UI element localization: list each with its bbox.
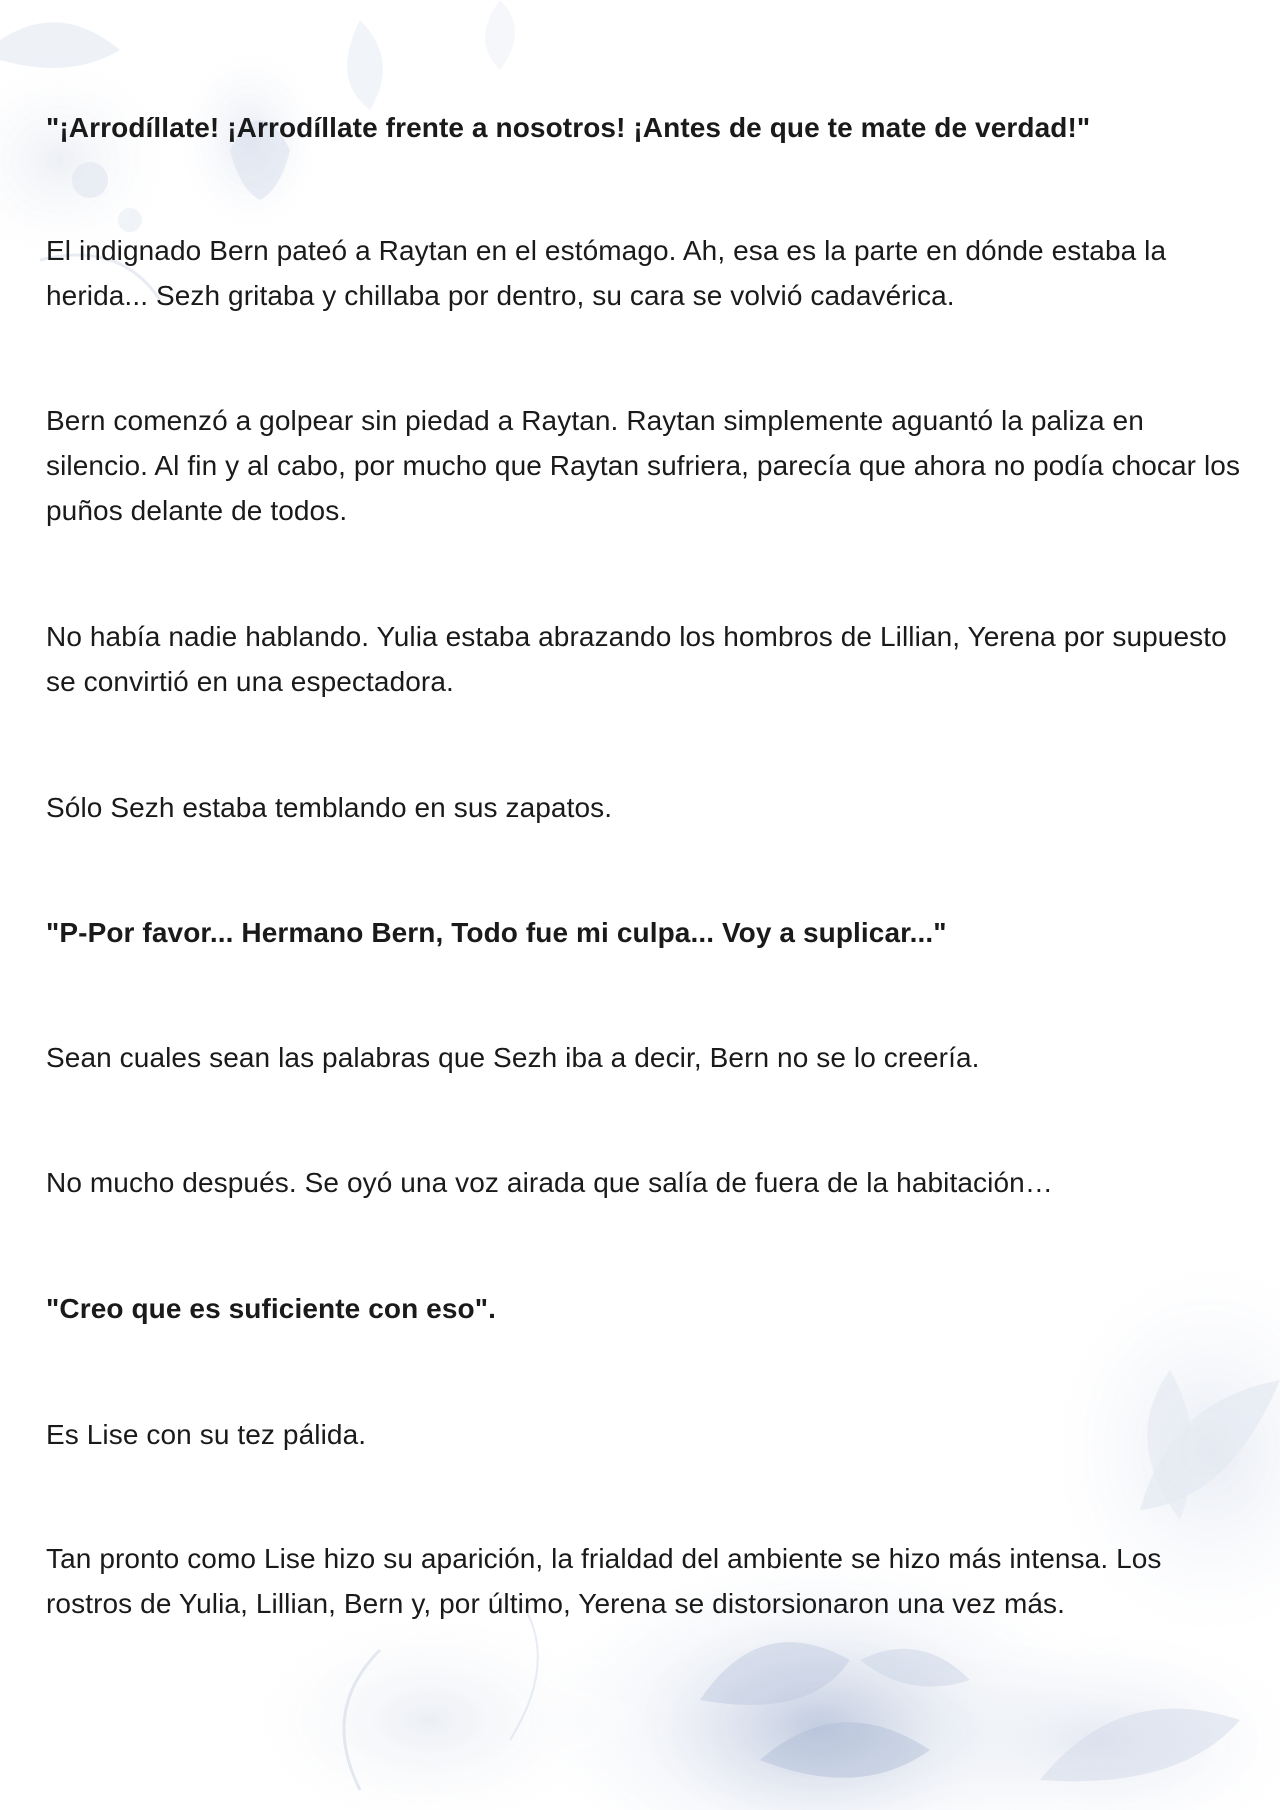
paragraph-7: Sean cuales sean las palabras que Sezh iba a decir, Bern no se lo creería. <box>46 1042 980 1073</box>
paragraph-1: "¡Arrodíllate! ¡Arrodíllate frente a nosotros! ¡Antes de que te mate de verdad!" <box>46 112 1091 143</box>
paragraph-3: Bern comenzó a golpear sin piedad a Raytan. Raytan simplemente aguantó la paliza en silencio. Al fin y al cabo, por mucho que Raytan sufriera, parecía que ahora no podía chocar los puños delante de todos. <box>46 405 1241 526</box>
paragraph-6: "P-Por favor... Hermano Bern, Todo fue mi culpa... Voy a suplicar..." <box>46 917 947 948</box>
paragraph-2: El indignado Bern pateó a Raytan en el estómago. Ah, esa es la parte en dónde estaba la herida... Sezh gritaba y chillaba por dentro, su cara se volvió cadavérica. <box>46 235 1167 311</box>
paragraph-4: No había nadie hablando. Yulia estaba abrazando los hombros de Lillian, Yerena por supuesto se convirtió en una espectadora. <box>46 621 1227 697</box>
paragraph-9: "Creo que es suficiente con eso". <box>46 1293 496 1324</box>
paragraph-10: Es Lise con su tez pálida. <box>46 1419 367 1450</box>
paragraph-11: Tan pronto como Lise hizo su aparición, la frialdad del ambiente se hizo más intensa. Los rostros de Yulia, Lillian, Bern y, por último, Yerena se distorsionaron una vez más. <box>46 1543 1162 1619</box>
paragraph-5: Sólo Sezh estaba temblando en sus zapatos. <box>46 792 613 823</box>
paragraph-8: No mucho después. Se oyó una voz airada que salía de fuera de la habitación… <box>46 1167 1053 1198</box>
